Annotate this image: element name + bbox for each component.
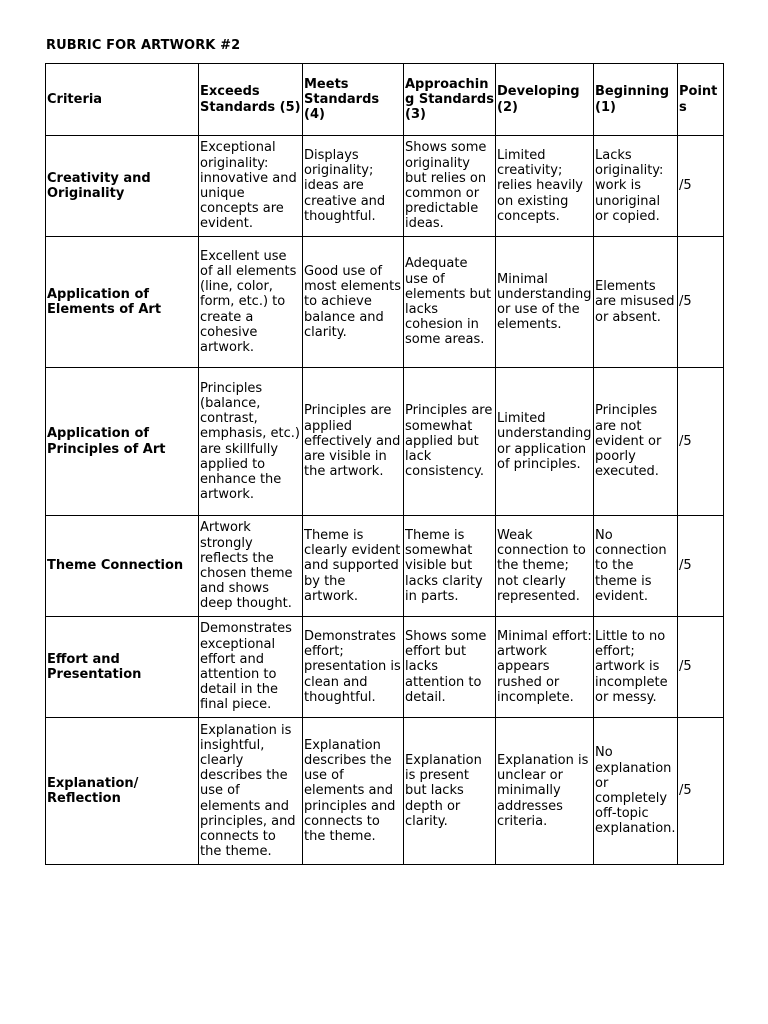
table-row <box>46 718 724 865</box>
table-row <box>46 237 724 368</box>
table-row <box>46 368 724 516</box>
points-cell: /5 <box>678 136 724 237</box>
table-row <box>46 136 724 237</box>
approaching-cell: Shows some originality but relies on common or predictable ideas. <box>404 136 496 237</box>
developing-cell: Limited creativity; relies heavily on existing concepts. <box>496 136 594 237</box>
exceeds-cell: Principles (balance, contrast, emphasis, etc.) are skillfully applied to enhance the artwork. <box>199 368 303 516</box>
table-row <box>46 617 724 718</box>
points-cell: /5 <box>678 617 724 718</box>
developing-cell: Minimal understanding or use of the elements. <box>496 237 594 368</box>
developing-cell: Minimal effort: artwork appears rushed or incomplete. <box>496 617 594 718</box>
developing-cell: Explanation is unclear or minimally addresses criteria. <box>496 718 594 865</box>
exceeds-cell: Demonstrates exceptional effort and attention to detail in the final piece. <box>199 617 303 718</box>
developing-cell: Limited understanding or application of principles. <box>496 368 594 516</box>
beginning-cell: Lacks originality: work is unoriginal or copied. <box>594 136 678 237</box>
beginning-cell: No explanation or completely off-topic explanation. <box>594 718 678 865</box>
header-criteria: Criteria <box>46 64 199 136</box>
meets-cell: Explanation describes the use of elements and principles and connects to the theme. <box>303 718 404 865</box>
page-title: RUBRIC FOR ARTWORK #2 <box>46 38 241 53</box>
approaching-cell: Theme is somewhat visible but lacks clarity in parts. <box>404 516 496 617</box>
approaching-cell: Explanation is present but lacks depth or clarity. <box>404 718 496 865</box>
header-row <box>46 64 724 136</box>
header-meets: Meets Standards (4) <box>303 64 404 136</box>
points-cell: /5 <box>678 237 724 368</box>
approaching-cell: Shows some effort but lacks attention to detail. <box>404 617 496 718</box>
header-approaching: Approaching Standards (3) <box>404 64 496 136</box>
criteria-cell: Application of Elements of Art <box>46 237 199 368</box>
approaching-cell: Principles are somewhat applied but lack consistency. <box>404 368 496 516</box>
meets-cell: Displays originality; ideas are creative and thoughtful. <box>303 136 404 237</box>
points-cell: /5 <box>678 368 724 516</box>
meets-cell: Principles are applied effectively and are visible in the artwork. <box>303 368 404 516</box>
header-developing: Developing (2) <box>496 64 594 136</box>
meets-cell: Demonstrates effort; presentation is clean and thoughtful. <box>303 617 404 718</box>
table-row <box>46 516 724 617</box>
header-exceeds: Exceeds Standards (5) <box>199 64 303 136</box>
header-beginning: Beginning (1) <box>594 64 678 136</box>
approaching-cell: Adequate use of elements but lacks cohesion in some areas. <box>404 237 496 368</box>
criteria-cell: Creativity and Originality <box>46 136 199 237</box>
exceeds-cell: Explanation is insightful, clearly describes the use of elements and principles, and connects to the theme. <box>199 718 303 865</box>
meets-cell: Theme is clearly evident and supported by the artwork. <box>303 516 404 617</box>
beginning-cell: Principles are not evident or poorly executed. <box>594 368 678 516</box>
points-cell: /5 <box>678 516 724 617</box>
meets-cell: Good use of most elements to achieve balance and clarity. <box>303 237 404 368</box>
criteria-cell: Theme Connection <box>46 516 199 617</box>
exceeds-cell: Exceptional originality: innovative and unique concepts are evident. <box>199 136 303 237</box>
developing-cell: Weak connection to the theme; not clearly represented. <box>496 516 594 617</box>
exceeds-cell: Artwork strongly reflects the chosen theme and shows deep thought. <box>199 516 303 617</box>
header-points: Points <box>678 64 724 136</box>
beginning-cell: No connection to the theme is evident. <box>594 516 678 617</box>
exceeds-cell: Excellent use of all elements (line, color, form, etc.) to create a cohesive artwork. <box>199 237 303 368</box>
rubric-table <box>45 63 724 865</box>
criteria-cell: Effort and Presentation <box>46 617 199 718</box>
beginning-cell: Elements are misused or absent. <box>594 237 678 368</box>
criteria-cell: Explanation/ Reflection <box>46 718 199 865</box>
beginning-cell: Little to no effort; artwork is incomplete or messy. <box>594 617 678 718</box>
criteria-cell: Application of Principles of Art <box>46 368 199 516</box>
points-cell: /5 <box>678 718 724 865</box>
